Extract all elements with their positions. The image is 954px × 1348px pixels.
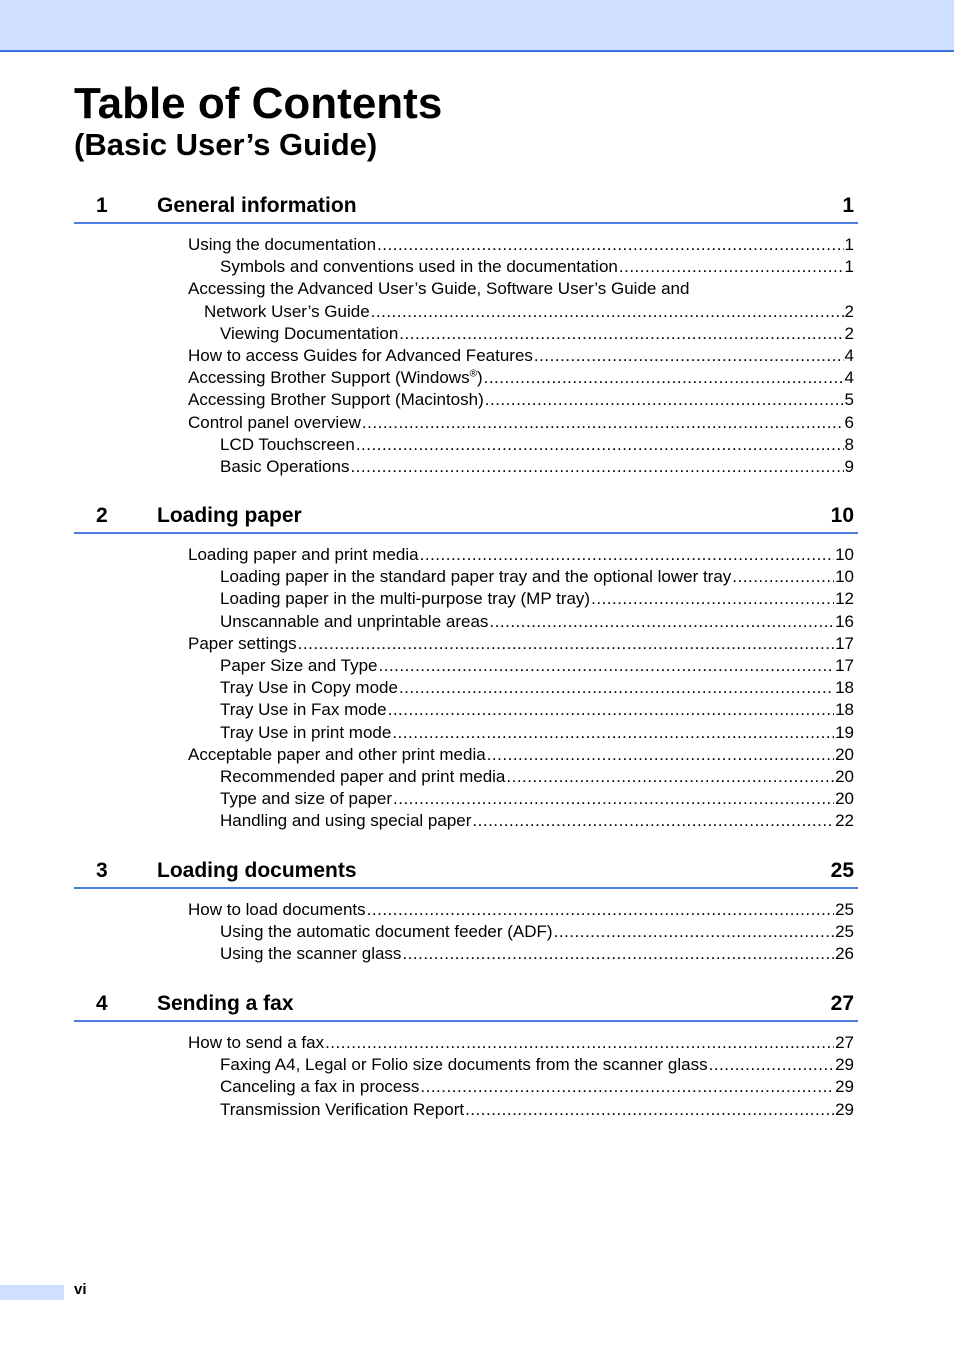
dot-leader [367, 899, 834, 921]
dot-leader [298, 633, 834, 655]
toc-entry-text: How to access Guides for Advanced Features [188, 345, 533, 365]
chapter-heading[interactable] [74, 859, 858, 889]
toc-entry-page: 18 [835, 678, 854, 698]
toc-entry-text: Tray Use in Copy mode [220, 678, 398, 698]
toc-entry-text: Accessing Brother Support (Macintosh) [188, 390, 484, 410]
toc-entry-page: 19 [835, 722, 854, 742]
toc-entry[interactable] [74, 722, 858, 744]
chapter-page: 25 [830, 859, 854, 882]
toc-entry-text: LCD Touchscreen [220, 434, 355, 454]
toc-entry-page: 12 [835, 589, 854, 609]
toc-entry-page: 20 [835, 766, 854, 786]
toc-entry-page: 8 [844, 434, 854, 454]
toc-entry-text: Tray Use in print mode [220, 722, 392, 742]
toc-entry-page: 1 [844, 257, 854, 277]
toc-entry[interactable] [74, 412, 858, 434]
toc-entry[interactable] [74, 810, 858, 832]
toc-entry-page: 20 [835, 789, 854, 809]
chapter-section [74, 504, 858, 832]
toc-entry-text: Using the automatic document feeder (ADF) [220, 922, 553, 942]
toc-entry-page: 4 [844, 368, 854, 388]
toc-entry-text: Unscannable and unprintable areas [220, 611, 489, 631]
page-number: vi [74, 1281, 87, 1298]
toc-entry[interactable] [74, 301, 858, 323]
toc-entry[interactable] [74, 323, 858, 345]
dot-leader [732, 566, 834, 588]
toc-entry[interactable] [74, 699, 858, 721]
toc-entry-page: 5 [844, 390, 854, 410]
toc-entry-text: Network User’s Guide [204, 301, 370, 321]
entry-list [74, 899, 858, 966]
toc-entry[interactable] [74, 1099, 858, 1121]
toc-entry-page: 2 [844, 323, 854, 343]
footer-band [0, 1285, 64, 1300]
toc-entry[interactable] [74, 389, 858, 411]
entry-list [74, 544, 858, 832]
dot-leader [484, 367, 844, 389]
toc-entry-text: Using the documentation [188, 235, 377, 254]
toc-entry[interactable] [74, 367, 858, 389]
toc-entry-page: 29 [835, 1077, 854, 1097]
dot-leader [619, 256, 844, 278]
toc-entry-page: 29 [835, 1099, 854, 1119]
chapter-title: General information [157, 194, 357, 217]
dot-leader [709, 1054, 834, 1076]
chapter-page: 1 [842, 194, 854, 217]
chapter-title: Loading documents [157, 859, 357, 882]
toc-entry-text: How to load documents [188, 900, 366, 919]
entry-list [74, 1032, 858, 1121]
dot-leader [554, 921, 834, 943]
dot-leader [487, 744, 834, 766]
dot-leader [377, 234, 843, 256]
dot-leader [399, 677, 834, 699]
dot-leader [591, 588, 834, 610]
dot-leader [356, 434, 844, 456]
toc-entry-text: Accessing Brother Support (Windows®) [188, 368, 483, 388]
toc-entry-text: Loading paper and print media [188, 545, 419, 564]
dot-leader [392, 722, 834, 744]
toc-entry-text: Faxing A4, Legal or Folio size documents from the scanner glass [220, 1055, 708, 1075]
toc-entry-text: Handling and using special paper [220, 811, 472, 831]
registered-mark: ® [469, 368, 477, 380]
toc-entry-page: 6 [844, 412, 854, 432]
toc-entry-page: 10 [835, 567, 854, 587]
toc-entry[interactable] [74, 1076, 858, 1098]
dot-leader [402, 943, 834, 965]
dot-leader [393, 788, 834, 810]
toc-entry-page: 22 [835, 811, 854, 831]
dot-leader [489, 611, 834, 633]
toc-entry[interactable] [74, 677, 858, 699]
toc-entry[interactable] [74, 234, 858, 256]
dot-leader [388, 699, 834, 721]
toc-entry-text: Control panel overview [188, 412, 361, 432]
chapter-title: Loading paper [157, 504, 302, 527]
chapter-page: 10 [830, 504, 854, 527]
dot-leader [465, 1099, 834, 1121]
page-subtitle: (Basic User’s Guide) [74, 127, 378, 162]
toc-entry-page: 17 [835, 655, 854, 675]
toc-entry-page: 29 [835, 1055, 854, 1075]
toc-entry-text: How to send a fax [188, 1033, 325, 1052]
toc-entry-text: Tray Use in Fax mode [220, 700, 387, 720]
header-band [0, 0, 954, 52]
toc-entry[interactable] [74, 921, 858, 943]
toc-entry-text: Loading paper in the standard paper tray and the optional lower tray [220, 567, 732, 587]
chapter-number: 3 [96, 859, 108, 882]
toc-entry[interactable] [74, 456, 858, 478]
toc-entry-page: 26 [835, 944, 854, 964]
toc-entry-text: Canceling a fax in process [220, 1077, 420, 1097]
page-title: Table of Contents [74, 79, 443, 128]
toc-entry-text: Viewing Documentation [220, 323, 399, 343]
dot-leader [399, 323, 843, 345]
chapter-section [74, 194, 858, 478]
toc-entry-text: Accessing the Advanced User’s Guide, Software User’s Guide and [188, 279, 690, 299]
chapter-title: Sending a fax [157, 992, 294, 1015]
dot-leader [534, 345, 844, 367]
toc-entry[interactable] [74, 633, 858, 655]
toc-entry-text: Paper Size and Type [220, 655, 378, 675]
toc-entry[interactable] [74, 278, 858, 300]
chapter-number: 4 [96, 992, 108, 1015]
toc-entry-text: Basic Operations [220, 456, 350, 476]
toc-entry[interactable] [74, 256, 858, 278]
toc-entry[interactable] [74, 566, 858, 588]
chapter-heading[interactable] [74, 992, 858, 1022]
toc-entry[interactable] [74, 788, 858, 810]
dot-leader [362, 412, 844, 434]
toc-entry[interactable] [74, 943, 858, 965]
chapter-heading[interactable] [74, 194, 858, 224]
dot-leader [420, 544, 834, 566]
toc-entry[interactable] [74, 434, 858, 456]
toc-entry[interactable] [74, 766, 858, 788]
dot-leader [506, 766, 834, 788]
toc-entry-page: 17 [835, 633, 854, 653]
chapter-number: 2 [96, 504, 108, 527]
toc-entry[interactable] [74, 655, 858, 677]
toc-entry[interactable] [74, 345, 858, 367]
dot-leader [325, 1032, 834, 1054]
toc-entry-text: Transmission Verification Report [220, 1099, 465, 1119]
toc-entry-page: 9 [844, 456, 854, 476]
dot-leader [420, 1076, 834, 1098]
toc-entry[interactable] [74, 1054, 858, 1076]
toc-entry-text: Acceptable paper and other print media [188, 744, 486, 764]
dot-leader [371, 301, 844, 323]
dot-leader [379, 655, 835, 677]
toc-entry-text: Paper settings [188, 633, 297, 653]
toc-entry[interactable] [74, 1032, 858, 1054]
toc-entry-page: 25 [835, 922, 854, 942]
toc-entry-text: Recommended paper and print media [220, 766, 506, 786]
dot-leader [472, 810, 834, 832]
toc-entry-page: 25 [835, 900, 854, 919]
entry-list [74, 234, 858, 478]
toc-entry-page: 27 [835, 1033, 854, 1052]
toc-entry[interactable] [74, 744, 858, 766]
chapter-section [74, 992, 858, 1121]
toc-entry-page: 18 [835, 700, 854, 720]
chapter-number: 1 [96, 194, 108, 217]
toc-entry-page: 4 [844, 345, 854, 365]
toc-entry[interactable] [74, 611, 858, 633]
toc-entry-page: 2 [844, 301, 854, 321]
chapter-heading[interactable] [74, 504, 858, 534]
toc-entry-page: 10 [835, 545, 854, 564]
toc-entry-text: Loading paper in the multi-purpose tray (MP tray) [220, 589, 591, 609]
chapter-section [74, 859, 858, 966]
toc-entry-text: Using the scanner glass [220, 944, 402, 964]
dot-leader [485, 389, 844, 411]
toc-entry[interactable] [74, 588, 858, 610]
toc-entry-text: Type and size of paper [220, 789, 393, 809]
toc-entry-text: Symbols and conventions used in the documentation [220, 257, 618, 277]
toc-entry-page: 1 [844, 235, 854, 254]
toc-entry[interactable] [74, 544, 858, 566]
toc-entry-page: 20 [835, 744, 854, 764]
toc-entry-page: 16 [835, 611, 854, 631]
toc-entry[interactable] [74, 899, 858, 921]
chapter-page: 27 [830, 992, 854, 1015]
dot-leader [350, 456, 843, 478]
